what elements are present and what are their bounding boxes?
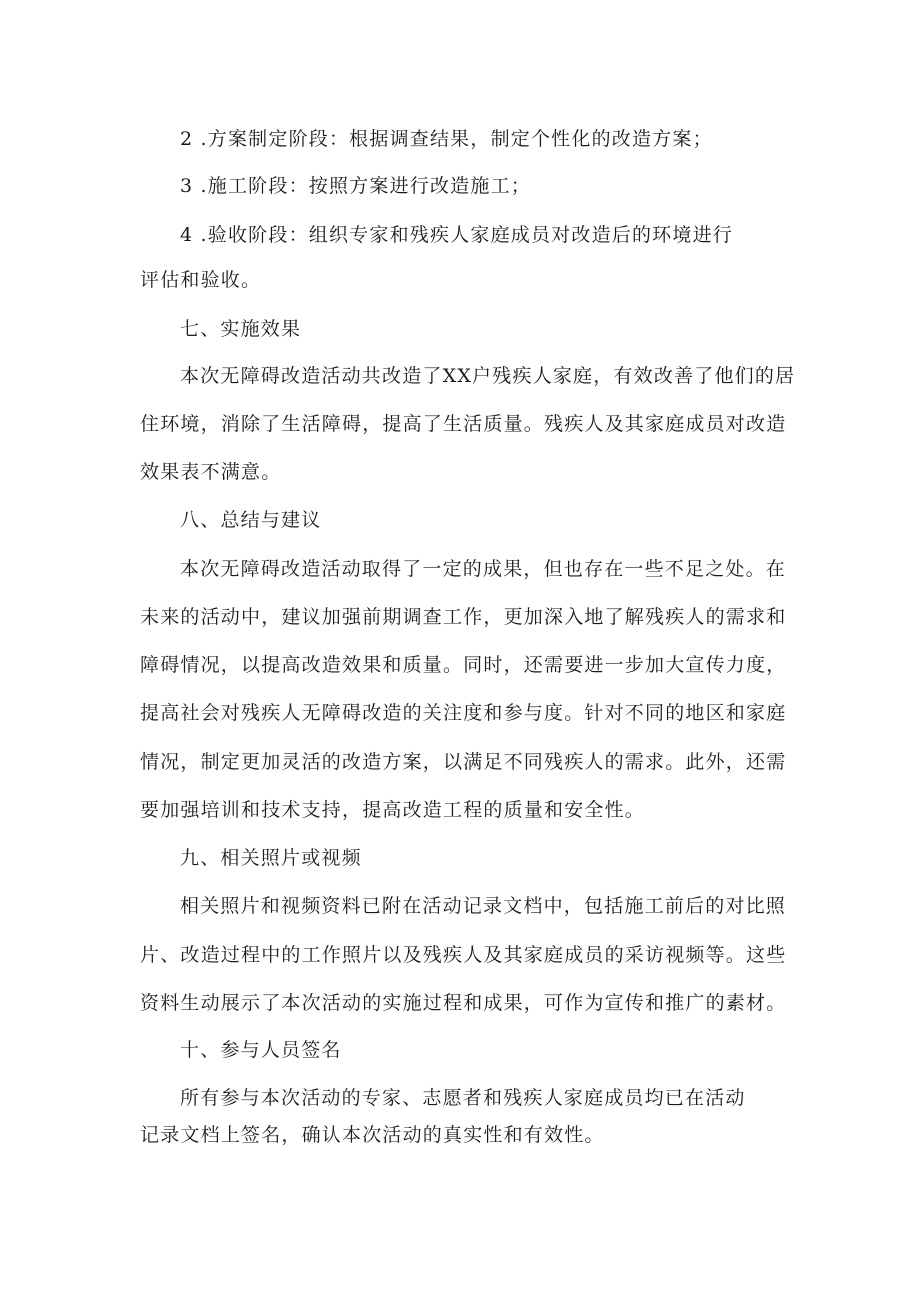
- section-8-paragraph-line-4: 提高社会对残疾人无障碍改造的关注度和参与度。针对不同的地区和家庭: [140, 702, 787, 724]
- section-9-heading: 九、相关照片或视频: [180, 847, 362, 869]
- section-10-heading: 十、参与人员签名: [180, 1039, 342, 1061]
- stage-4-text-line-1: 4 .验收阶段：组织专家和残疾人家庭成员对改造后的环境进行: [180, 224, 733, 246]
- section-8-heading: 八、总结与建议: [180, 509, 322, 531]
- stage-4-text-line-2: 评估和验收。: [140, 269, 262, 291]
- section-8-paragraph-line-1: 本次无障碍改造活动取得了一定的成果，但也存在一些不足之处。在: [180, 558, 787, 580]
- section-10-paragraph-line-2: 记录文档上签名，确认本次活动的真实性和有效性。: [140, 1124, 605, 1146]
- section-9-paragraph-line-2: 片、改造过程中的工作照片以及残疾人及其家庭成员的采访视频等。这些: [140, 944, 787, 966]
- section-8-paragraph-line-5: 情况，制定更加灵活的改造方案，以满足不同残疾人的需求。此外，还需: [140, 751, 787, 773]
- section-10-paragraph-line-1: 所有参与本次活动的专家、志愿者和残疾人家庭成员均已在活动: [180, 1087, 746, 1109]
- section-8-paragraph-line-3: 障碍情况，以提高改造效果和质量。同时，还需要进一步加大宣传力度，: [140, 654, 787, 676]
- stage-3-text: 3 .施工阶段：按照方案进行改造施工；: [180, 175, 531, 197]
- section-7-paragraph-line-2: 住环境，消除了生活障碍，提高了生活质量。残疾人及其家庭成员对改造: [140, 413, 787, 435]
- section-9-paragraph-line-1: 相关照片和视频资料已附在活动记录文档中，包括施工前后的对比照: [180, 895, 787, 917]
- section-9-paragraph-line-3: 资料生动展示了本次活动的实施过程和成果，可作为宣传和推广的素材。: [140, 992, 787, 1014]
- section-7-paragraph-line-3: 效果表不满意。: [140, 461, 282, 483]
- section-8-paragraph-line-6: 要加强培训和技术支持，提高改造工程的质量和安全性。: [140, 799, 646, 821]
- section-7-paragraph-line-1: 本次无障碍改造活动共改造了XX户残疾人家庭，有效改善了他们的居: [180, 365, 796, 387]
- section-7-heading: 七、实施效果: [180, 318, 302, 340]
- section-8-paragraph-line-2: 未来的活动中，建议加强前期调查工作，更加深入地了解残疾人的需求和: [140, 606, 787, 628]
- stage-2-text: 2 .方案制定阶段：根据调查结果，制定个性化的改造方案；: [180, 128, 713, 150]
